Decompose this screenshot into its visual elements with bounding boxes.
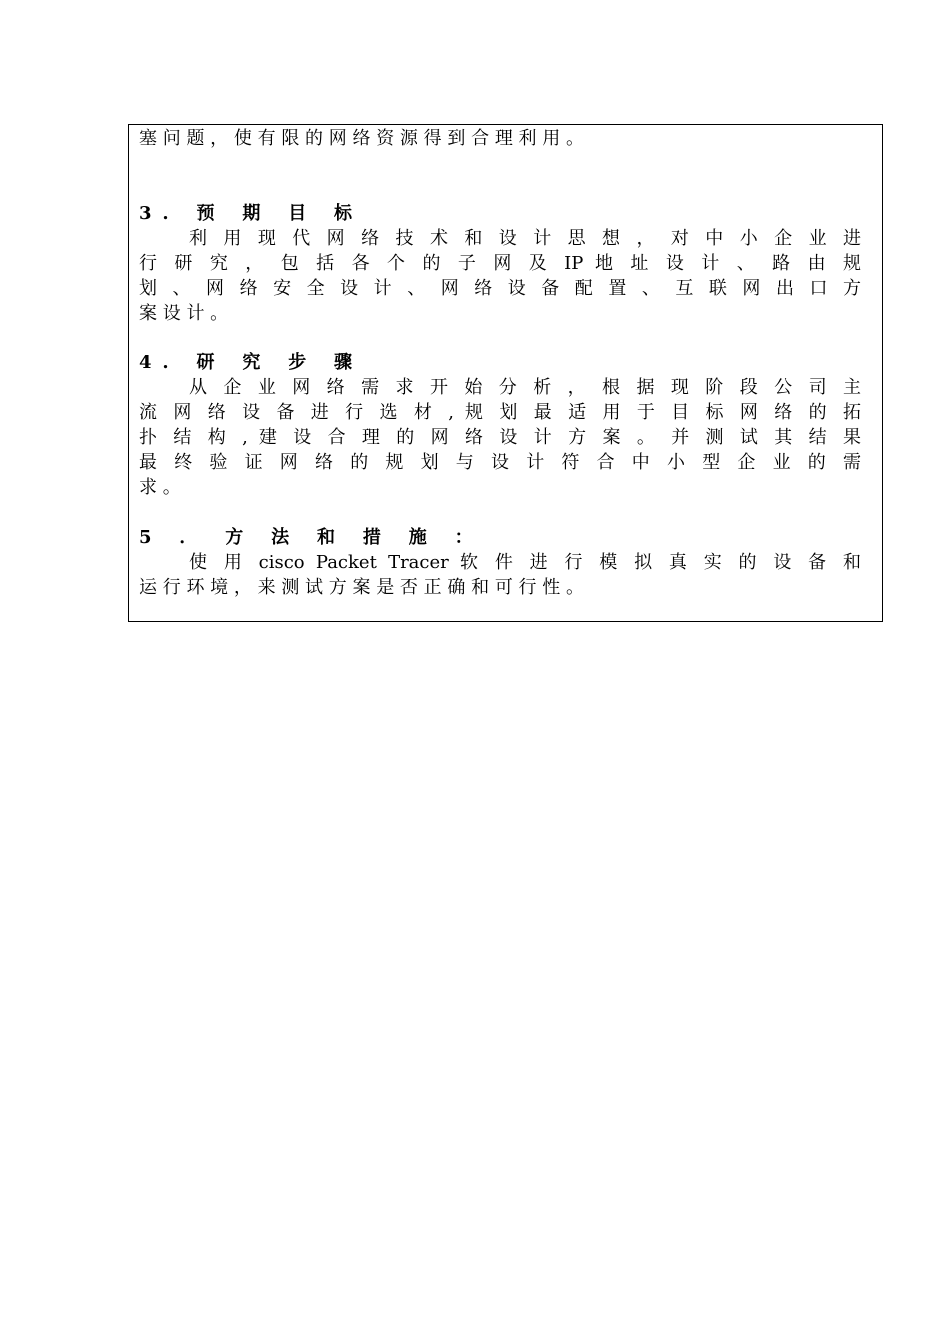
methods-line-2: 运 行 环 境 ， 来 测 试 方 案 是 否 正 确 和 可 行 性 。: [139, 577, 584, 598]
steps-line-3: 扑 结 构 , 建 设 合 理 的 网 络 设 计 方 案 。 并 测 试 其 结 果: [139, 427, 861, 448]
steps-line-4: 最 终 验 证 网 络 的 规 划 与 设 计 符 合 中 小 型 企 业 的 需: [139, 452, 861, 473]
steps-line-2: 流 网 络 设 备 进 行 选 材 , 规 划 最 适 用 于 目 标 网 络 的 拓: [139, 402, 861, 423]
continuation-line: 塞 问 题 ， 使 有 限 的 网 络 资 源 得 到 合 理 利 用 。: [139, 128, 584, 149]
section-heading-steps: 4. 研 究 步 骤: [139, 352, 363, 373]
steps-line-1: 从 企 业 网 络 需 求 开 始 分 析 ， 根 据 现 阶 段 公 司 主: [189, 377, 861, 398]
document-content-box: [128, 124, 883, 622]
steps-line-5: 求 。: [139, 477, 181, 498]
section-heading-methods: 5 ． 方 法 和 措 施 ：: [139, 527, 484, 548]
section-heading-goals: 3. 预 期 目 标: [139, 203, 363, 224]
methods-line-1: 使 用 cisco Packet Tracer 软 件 进 行 模 拟 真 实 的 设 备 和: [189, 552, 861, 573]
goals-line-2: 行 研 究 ， 包 括 各 个 的 子 网 及 IP 地 址 设 计 、 路 由 规: [139, 253, 861, 274]
goals-line-3: 划 、 网 络 安 全 设 计 、 网 络 设 备 配 置 、 互 联 网 出 口 方: [139, 278, 861, 299]
goals-line-4: 案 设 计 。: [139, 303, 229, 324]
goals-line-1: 利 用 现 代 网 络 技 术 和 设 计 思 想 ， 对 中 小 企 业 进: [189, 228, 861, 249]
